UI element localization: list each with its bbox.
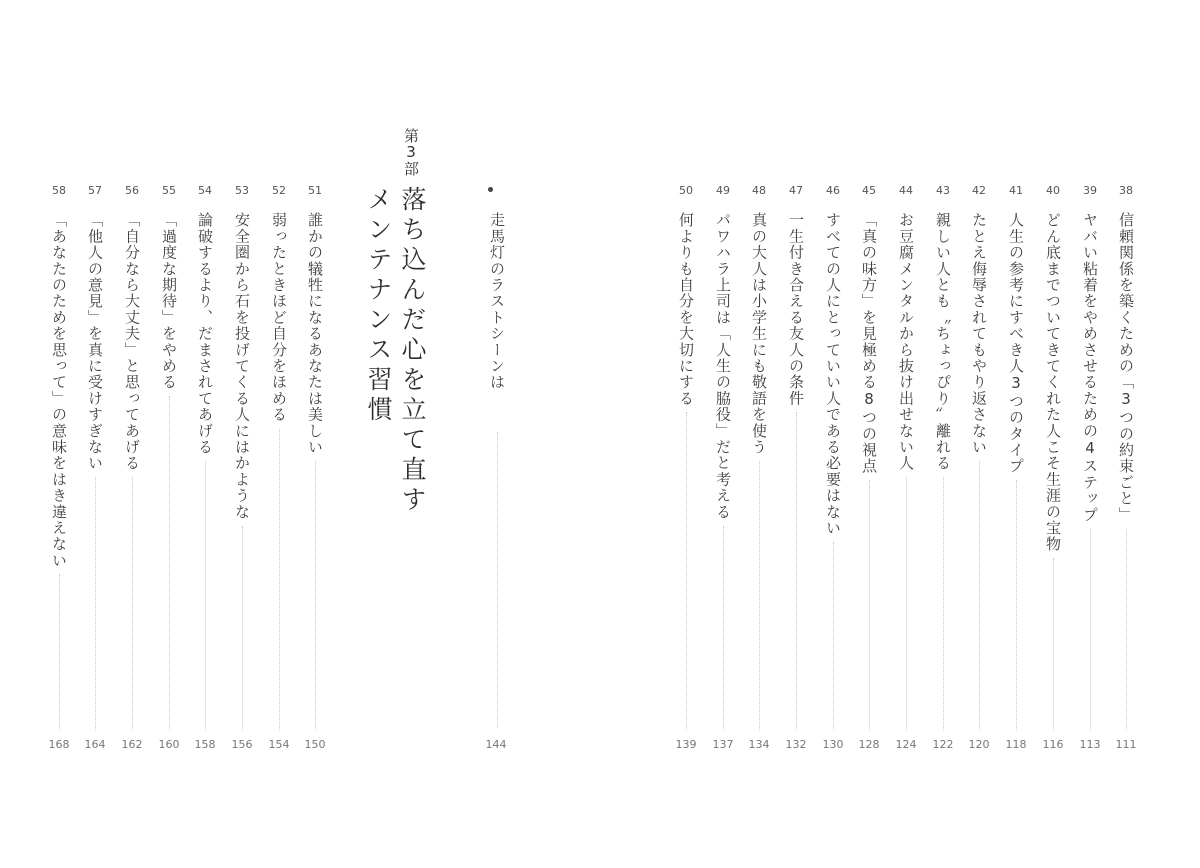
entry-number: 43	[936, 184, 950, 197]
entry-title: 人生の参考にすべき人3つのタイプ	[1007, 212, 1025, 475]
leader-dots	[1016, 480, 1017, 730]
intro-item-title: 走馬灯のラストシーンは	[488, 212, 506, 391]
entry-page-number: 124	[895, 738, 917, 751]
entry-title: 「自分なら大丈夫」と思ってあげる	[123, 212, 141, 472]
entry-title: ヤバい粘着をやめさせるための4ステップ	[1081, 212, 1099, 523]
part-title-line2: メンテナンス習慣	[364, 186, 393, 426]
entry-title: 信頼関係を築くための「3つの約束ごと」	[1117, 212, 1135, 523]
entry-page-number: 116	[1042, 738, 1064, 751]
entry-page-number: 164	[84, 738, 106, 751]
leader-dots	[1053, 558, 1054, 730]
entry-number: 52	[272, 184, 286, 197]
leader-dots	[59, 574, 60, 730]
entry-number: 44	[899, 184, 913, 197]
entry-page-number: 130	[822, 738, 844, 751]
leader-dots	[95, 477, 96, 730]
entry-number: 58	[52, 184, 66, 197]
entry-page-number: 160	[158, 738, 180, 751]
entry-page-number: 118	[1005, 738, 1027, 751]
leader-dots	[906, 477, 907, 730]
entry-title: 安全圏から石を投げてくる人にはかような	[233, 212, 251, 520]
entry-number: 51	[308, 184, 322, 197]
entry-number: 50	[679, 184, 693, 197]
entry-number: 55	[162, 184, 176, 197]
entry-page-number: 134	[748, 738, 770, 751]
entry-title: 「あなたのためを思って」の意味をはき違えない	[50, 212, 68, 569]
entry-page-number: 137	[712, 738, 734, 751]
part-title-line1: 落ち込んだ心を立て直す	[398, 186, 427, 516]
entry-page-number: 162	[121, 738, 143, 751]
entry-page-number: 128	[858, 738, 880, 751]
entry-page-number: 111	[1115, 738, 1137, 751]
leader-dots	[723, 526, 724, 730]
entry-page-number: 139	[675, 738, 697, 751]
entry-number: 54	[198, 184, 212, 197]
leader-dots	[315, 461, 316, 730]
leader-dots	[686, 412, 687, 730]
entry-title: たとえ侮辱されてもやり返さない	[970, 212, 988, 455]
leader-dots	[943, 477, 944, 730]
entry-number: 46	[826, 184, 840, 197]
entry-title: 何よりも自分を大切にする	[677, 212, 695, 407]
entry-title: 誰かの犠牲になるあなたは美しい	[306, 212, 324, 455]
entry-page-number: 158	[194, 738, 216, 751]
leader-dots	[132, 477, 133, 730]
leader-dots	[869, 480, 870, 730]
part-label: 第3部	[402, 128, 420, 176]
entry-title: 「過度な期待」をやめる	[160, 212, 178, 391]
entry-number: 57	[88, 184, 102, 197]
entry-page-number: 120	[968, 738, 990, 751]
entry-number: 42	[972, 184, 986, 197]
entry-page-number: 156	[231, 738, 253, 751]
entry-number: 56	[125, 184, 139, 197]
entry-page-number: 150	[304, 738, 326, 751]
entry-number: 49	[716, 184, 730, 197]
entry-title: 「真の味方」を見極める8つの視点	[860, 212, 878, 475]
entry-number: 48	[752, 184, 766, 197]
leader-dots	[796, 412, 797, 730]
leader-dots	[497, 432, 498, 728]
entry-title: 真の大人は小学生にも敬語を使う	[750, 212, 768, 455]
entry-number: 45	[862, 184, 876, 197]
entry-title: お豆腐メンタルから抜け出せない人	[897, 212, 915, 472]
entry-title: 論破するより、だまされてあげる	[196, 212, 214, 455]
entry-number: 39	[1083, 184, 1097, 197]
entry-number: 47	[789, 184, 803, 197]
bullet-icon	[488, 187, 493, 192]
intro-item-page: 144	[485, 738, 507, 751]
entry-title: 弱ったときほど自分をほめる	[270, 212, 288, 423]
entry-title: パワハラ上司は「人生の脇役」だと考える	[714, 212, 732, 520]
entry-title: 「他人の意見」を真に受けすぎない	[86, 212, 104, 472]
leader-dots	[979, 461, 980, 730]
leader-dots	[169, 396, 170, 730]
entry-page-number: 154	[268, 738, 290, 751]
leader-dots	[833, 542, 834, 730]
leader-dots	[279, 429, 280, 730]
leader-dots	[1126, 529, 1127, 730]
entry-page-number: 132	[785, 738, 807, 751]
entry-number: 41	[1009, 184, 1023, 197]
entry-page-number: 113	[1079, 738, 1101, 751]
entry-title: 親しい人とも〝ちょっぴり〟離れる	[934, 212, 952, 472]
entry-page-number: 122	[932, 738, 954, 751]
entry-title: すべての人にとっていい人である必要はない	[824, 212, 842, 536]
leader-dots	[1090, 529, 1091, 730]
leader-dots	[205, 461, 206, 730]
entry-number: 38	[1119, 184, 1133, 197]
entry-number: 53	[235, 184, 249, 197]
leader-dots	[242, 526, 243, 730]
leader-dots	[759, 461, 760, 730]
entry-title: 一生付き合える友人の条件	[787, 212, 805, 407]
entry-title: どん底までついてきてくれた人こそ生涯の宝物	[1044, 212, 1062, 553]
entry-number: 40	[1046, 184, 1060, 197]
entry-page-number: 168	[48, 738, 70, 751]
